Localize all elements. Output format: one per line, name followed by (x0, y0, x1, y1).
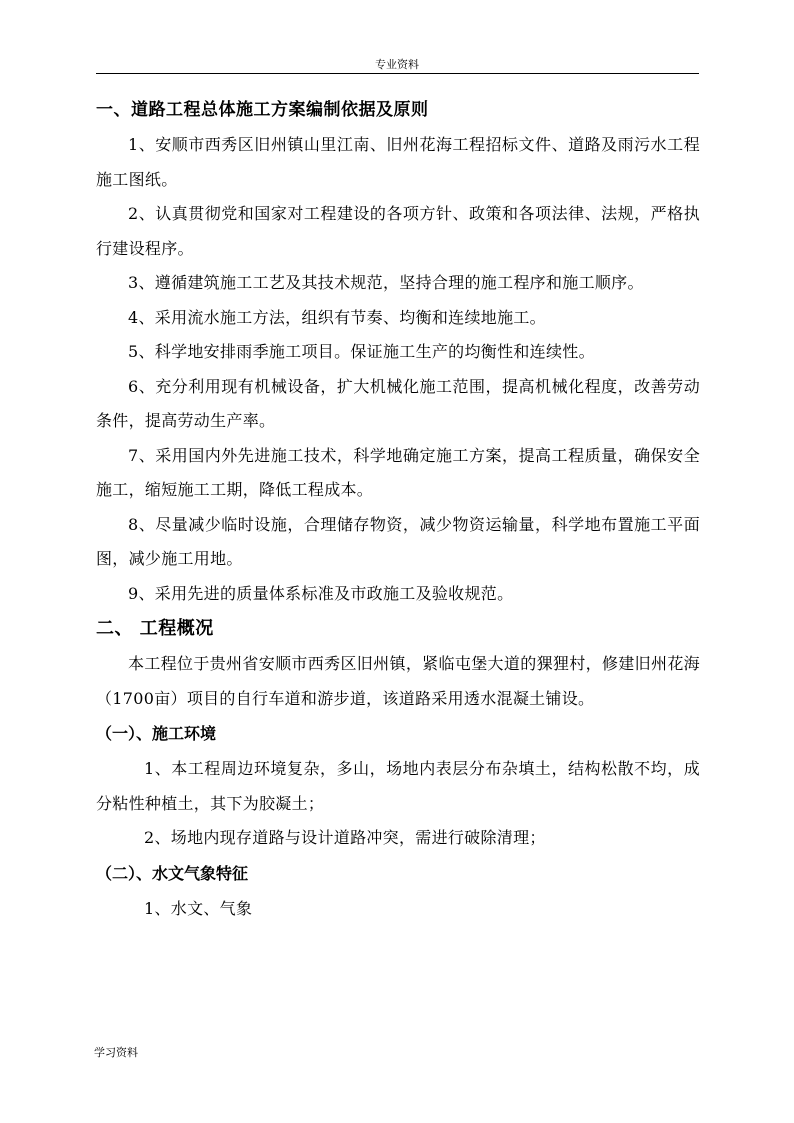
basis-item-8: 8、尽量减少临时设施，合理储存物资，减少物资运输量，科学地布置施工平面图，减少施工用地。 (96, 514, 700, 568)
header-rule (96, 73, 699, 74)
environment-item-2: 2、场地内现存道路与设计道路冲突，需进行破除清理； (144, 828, 546, 847)
basis-item-9: 9、采用先进的质量体系标准及市政施工及验收规范。 (128, 583, 514, 603)
basis-item-3: 3、遵循建筑施工工艺及其技术规范，坚持合理的施工程序和施工顺序。 (128, 273, 644, 292)
subsection-2-title: （二）、水文气象特征 (96, 863, 249, 883)
basis-item-6: 6、充分利用现有机械设备，扩大机械化施工范围，提高机械化程度，改善劳动条件，提高劳动生产率。 (96, 376, 700, 430)
section-2-title: 二、 工程概况 (96, 618, 214, 639)
hydrology-item-1: 1、水文、气象 (144, 898, 253, 918)
page-header: 专业资料 (375, 58, 419, 71)
basis-item-4: 4、采用流水施工方法，组织有节奏、均衡和连续地施工。 (128, 307, 546, 327)
basis-item-2: 2、认真贯彻党和国家对工程建设的各项方针、政策和各项法律、法规，严格执行建设程序。 (96, 204, 700, 258)
project-overview-paragraph: 本工程位于贵州省安顺市西秀区旧州镇，紧临屯堡大道的猓狸村，修建旧州花海（1700亩）项目的自行车道和游步道，该道路采用透水混凝土铺设。 (96, 654, 700, 708)
document-body (96, 92, 700, 926)
basis-item-1: 1、安顺市西秀区旧州镇山里江南、旧州花海工程招标文件、道路及雨污水工程施工图纸。 (96, 135, 700, 189)
basis-item-5: 5、科学地安排雨季施工项目。保证施工生产的均衡性和连续性。 (128, 342, 595, 361)
subsection-1-title: （一）、施工环境 (96, 724, 217, 743)
page-footer: 学习资料 (94, 1046, 138, 1059)
environment-item-1: 1、本工程周边环境复杂，多山，场地内表层分布杂填土，结构松散不均，成分粘性种植土，其下为胶凝土； (96, 759, 700, 813)
basis-item-7: 7、采用国内外先进施工技术，科学地确定施工方案，提高工程质量，确保安全施工，缩短施工工期，降低工程成本。 (96, 445, 700, 499)
section-1-title: 一、道路工程总体施工方案编制依据及原则 (96, 100, 429, 120)
